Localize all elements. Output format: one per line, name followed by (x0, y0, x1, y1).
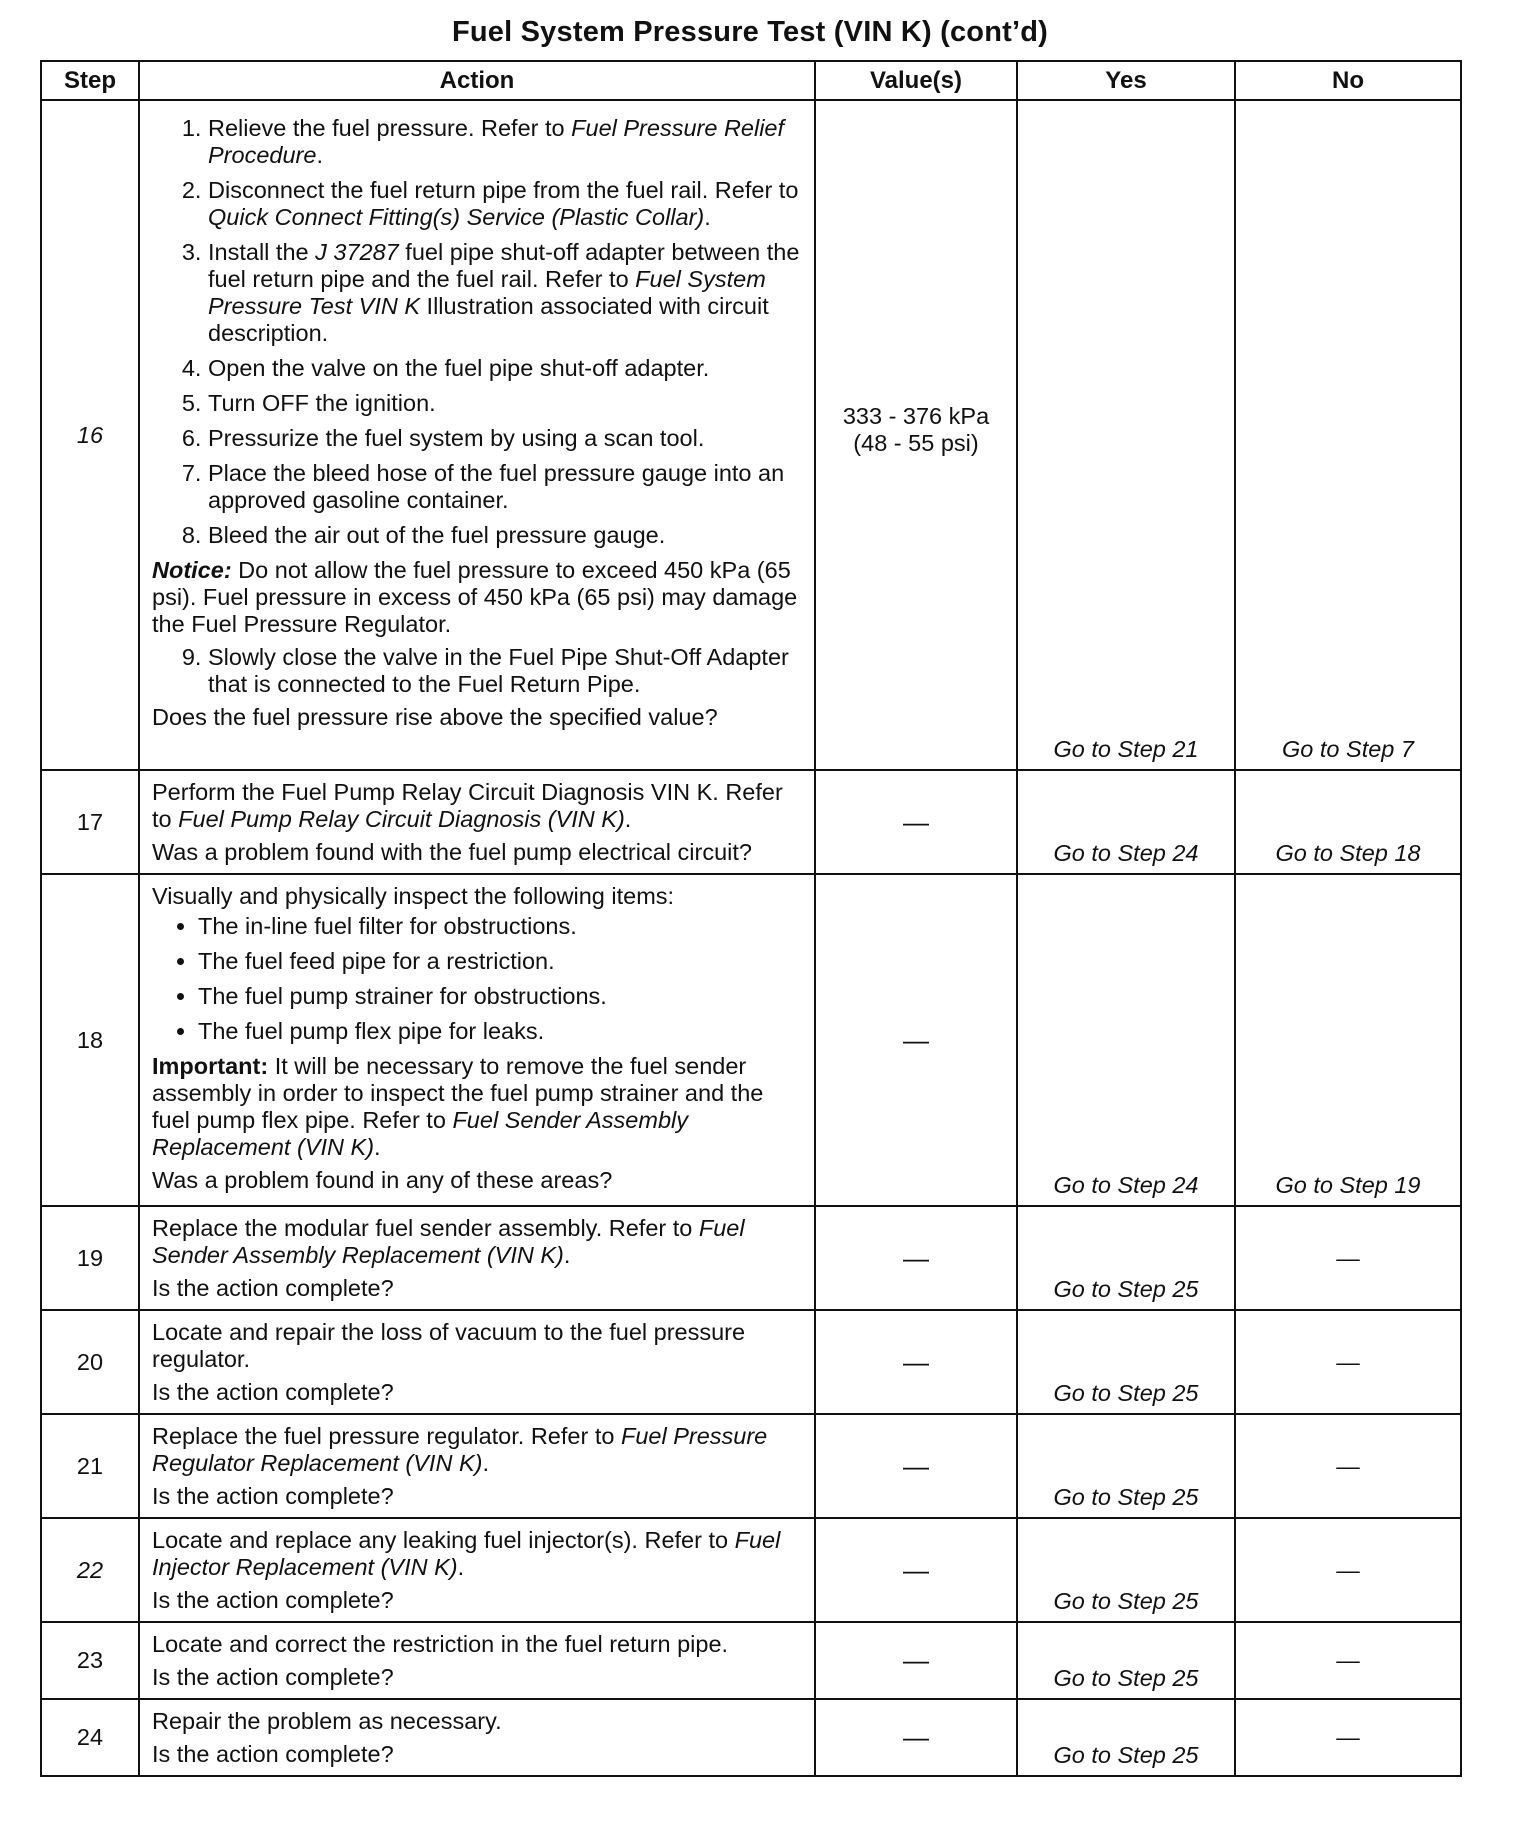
header-step: Step (41, 61, 139, 100)
header-action: Action (139, 61, 815, 100)
action-step: 1. Relieve the fuel pressure. Refer to Fuel Pressure Relief Procedure. (208, 115, 804, 169)
action-cell (139, 874, 815, 1206)
action-question: Was a problem found in any of these areas? (152, 1167, 613, 1193)
action-step: 8. Bleed the air out of the fuel pressure gauge. (208, 522, 804, 549)
value-cell: — (815, 1310, 1017, 1414)
step-number: 22 (41, 1518, 139, 1622)
yes-cell: Go to Step 25 (1017, 1622, 1235, 1699)
action-question: Is the action complete? (152, 1379, 394, 1405)
yes-cell: Go to Step 25 (1017, 1414, 1235, 1518)
yes-cell: Go to Step 24 (1017, 874, 1235, 1206)
value-cell: — (815, 1206, 1017, 1310)
no-cell: — (1235, 1206, 1461, 1310)
action-cell (139, 1699, 815, 1776)
step-number: 21 (41, 1414, 139, 1518)
notice-note: Notice: Do not allow the fuel pressure to exceed 450 kPa (65 psi). Fuel pressure in excess of 450 kPa (65 psi) may damage the Fuel Pressure Regulator. (152, 557, 798, 637)
action-question: Does the fuel pressure rise above the specified value? (152, 704, 718, 730)
action-cell (139, 1622, 815, 1699)
action-steps (152, 115, 804, 549)
action-text: Locate and replace any leaking fuel injector(s). Refer to Fuel Injector Replacement (VIN K). (152, 1527, 781, 1580)
action-text: Perform the Fuel Pump Relay Circuit Diagnosis VIN K. Refer to Fuel Pump Relay Circuit Diagnosis (VIN K). (152, 779, 783, 832)
step-number: 23 (41, 1622, 139, 1699)
procedure-table (40, 60, 1462, 1777)
action-step: 5. Turn OFF the ignition. (208, 390, 804, 417)
list-item: • The in-line fuel filter for obstructions. (198, 913, 804, 940)
action-cell (139, 1518, 815, 1622)
action-cell (139, 1206, 815, 1310)
action-text: Replace the fuel pressure regulator. Refer to Fuel Pressure Regulator Replacement (VIN K). (152, 1423, 768, 1476)
action-text: Locate and correct the restriction in the fuel return pipe. (152, 1631, 729, 1657)
action-question: Is the action complete? (152, 1587, 394, 1613)
action-cell (139, 1310, 815, 1414)
table-row (41, 1310, 1461, 1414)
table-row (41, 1518, 1461, 1622)
table-row (41, 100, 1461, 770)
table-row (41, 1206, 1461, 1310)
action-step: 2. Disconnect the fuel return pipe from the fuel rail. Refer to Quick Connect Fitting(s) Service (Plastic Collar). (208, 177, 804, 231)
value-cell: — (815, 770, 1017, 874)
yes-cell: Go to Step 21 (1017, 100, 1235, 770)
action-text: Repair the problem as necessary. (152, 1708, 502, 1734)
table-row (41, 770, 1461, 874)
action-cell (139, 100, 815, 770)
action-question: Is the action complete? (152, 1275, 394, 1301)
action-text: Visually and physically inspect the following items: (152, 883, 675, 909)
value-psi: (48 - 55 psi) (853, 430, 979, 456)
yes-cell: Go to Step 25 (1017, 1518, 1235, 1622)
list-item: • The fuel pump flex pipe for leaks. (198, 1018, 804, 1045)
no-cell: Go to Step 18 (1235, 770, 1461, 874)
no-cell: — (1235, 1518, 1461, 1622)
list-item: • The fuel feed pipe for a restriction. (198, 948, 804, 975)
table-row (41, 1622, 1461, 1699)
step-number: 24 (41, 1699, 139, 1776)
inspection-list (152, 913, 804, 1045)
action-step: 9. Slowly close the valve in the Fuel Pipe Shut-Off Adapter that is connected to the Fuel Return Pipe. (208, 644, 804, 698)
yes-cell: Go to Step 25 (1017, 1699, 1235, 1776)
header-no: No (1235, 61, 1461, 100)
step-number: 20 (41, 1310, 139, 1414)
no-cell: — (1235, 1699, 1461, 1776)
no-cell: Go to Step 7 (1235, 100, 1461, 770)
value-cell: — (815, 1699, 1017, 1776)
no-cell: — (1235, 1622, 1461, 1699)
action-question: Is the action complete? (152, 1664, 394, 1690)
action-text: Replace the modular fuel sender assembly. Refer to Fuel Sender Assembly Replacement (VIN K). (152, 1215, 745, 1268)
step-number: 18 (41, 874, 139, 1206)
table-row (41, 1699, 1461, 1776)
step-number: 16 (41, 100, 139, 770)
yes-cell: Go to Step 25 (1017, 1310, 1235, 1414)
header-row (41, 61, 1461, 100)
important-note: Important: It will be necessary to remove the fuel sender assembly in order to inspect the fuel pump strainer and the fuel pump flex pipe. Refer to Fuel Sender Assembly Replacement (VIN K). (152, 1053, 764, 1160)
page-title: Fuel System Pressure Test (VIN K) (cont’d) (451, 16, 1049, 48)
yes-cell: Go to Step 25 (1017, 1206, 1235, 1310)
list-item: • The fuel pump strainer for obstructions. (198, 983, 804, 1010)
value-cell (815, 100, 1017, 770)
step-number: 19 (41, 1206, 139, 1310)
header-values: Value(s) (815, 61, 1017, 100)
value-cell: — (815, 1414, 1017, 1518)
step-number: 17 (41, 770, 139, 874)
action-step: 4. Open the valve on the fuel pipe shut-off adapter. (208, 355, 804, 382)
value-cell: — (815, 1622, 1017, 1699)
action-steps (152, 644, 804, 698)
action-step: 6. Pressurize the fuel system by using a scan tool. (208, 425, 804, 452)
no-cell: — (1235, 1414, 1461, 1518)
action-cell (139, 1414, 815, 1518)
value-cell: — (815, 874, 1017, 1206)
action-step: 3. Install the J 37287 fuel pipe shut-off adapter between the fuel return pipe and the fuel rail. Refer to Fuel System Pressure Test VIN K Illustration associated with circuit description. (208, 239, 804, 347)
action-question: Is the action complete? (152, 1741, 394, 1767)
action-step: 7. Place the bleed hose of the fuel pressure gauge into an approved gasoline container. (208, 460, 804, 514)
value-kpa: 333 - 376 kPa (842, 403, 990, 429)
header-yes: Yes (1017, 61, 1235, 100)
table-row (41, 874, 1461, 1206)
no-cell: Go to Step 19 (1235, 874, 1461, 1206)
action-question: Is the action complete? (152, 1483, 394, 1509)
no-cell: — (1235, 1310, 1461, 1414)
action-question: Was a problem found with the fuel pump electrical circuit? (152, 839, 752, 865)
action-cell (139, 770, 815, 874)
yes-cell: Go to Step 24 (1017, 770, 1235, 874)
action-text: Locate and repair the loss of vacuum to the fuel pressure regulator. (152, 1319, 746, 1372)
value-cell: — (815, 1518, 1017, 1622)
table-row (41, 1414, 1461, 1518)
